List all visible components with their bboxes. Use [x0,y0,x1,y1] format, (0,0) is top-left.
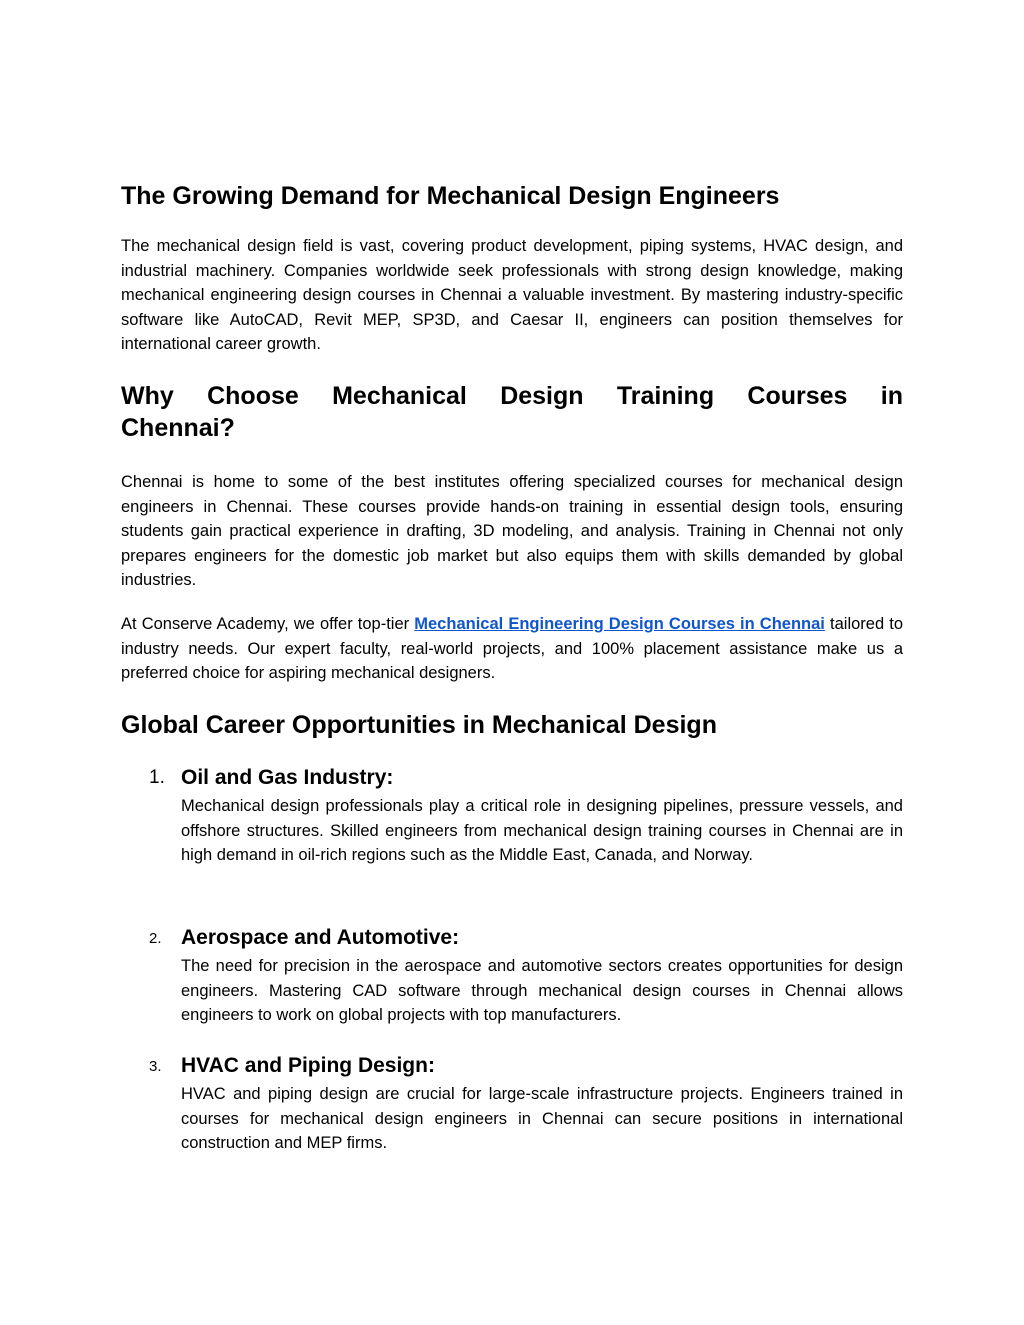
heading-why-line1 [121,380,903,412]
paragraph-chennai-institutes: Chennai is home to some of the best institutes offering specialized courses for mechanical design engineers in Chennai. These courses provide hands-on training in essential design tools, ensuring students gain practical experience in drafting, 3D modeling, and analysis. Training in Chennai not only prepares engineers for the domestic job market but also equips them with skills demanded by global industries. [121,473,903,589]
paragraph-conserve-academy [121,612,903,686]
heading-word: Why [121,382,174,410]
courses-link[interactable]: Mechanical Engineering Design Courses in Chennai [414,615,825,633]
list-item-body: The need for precision in the aerospace and automotive sectors creates opportunities for design engineers. Mastering CAD software through mechanical design courses in Chennai allows engineers to work on global projects with top manufacturers. [181,957,903,1024]
conserve-suffix: tailored to industry needs. Our expert faculty, real-world projects, and 100% placement assistance make us a preferred choice for aspiring mechanical designers. [121,615,904,682]
list-item-title: HVAC and Piping Design: [181,1054,435,1077]
paragraph-growing-demand: The mechanical design field is vast, covering product development, piping systems, HVAC design, and industrial machinery. Companies worldwide seek professionals with strong design knowledge, making mechanical engineering design courses in Chennai a valuable investment. By mastering industry-specific software like AutoCAD, Revit MEP, SP3D, and Caesar II, engineers can position themselves for international career growth. [121,237,903,353]
list-item-body: Mechanical design professionals play a critical role in designing pipelines, pressure vessels, and offshore structures. Skilled engineers from mechanical design training courses in Chennai are in high demand in oil-rich regions such as the Middle East, Canada, and Norway. [181,797,903,864]
list-number: 3. [149,1058,162,1075]
list-number: 1. [149,767,165,788]
heading-why-line2: Chennai? [121,414,235,442]
heading-word: Choose [207,382,299,410]
heading-word: in [880,382,903,410]
heading-word: Training [616,382,715,410]
heading-word: Design [500,382,584,410]
list-item-title: Oil and Gas Industry: [181,766,394,789]
heading-growing-demand: The Growing Demand for Mechanical Design Engineers [121,182,780,210]
heading-word: Courses [747,382,848,410]
heading-why-choose [121,380,903,444]
heading-word: Mechanical [332,382,467,410]
heading-global-opportunities: Global Career Opportunities in Mechanical Design [121,711,717,739]
conserve-prefix: At Conserve Academy, we offer top-tier [121,615,415,633]
list-number: 2. [149,930,162,947]
list-item-title: Aerospace and Automotive: [181,926,460,949]
list-item-body: HVAC and piping design are crucial for large-scale infrastructure projects. Engineers trained in courses for mechanical design engineers in Chennai can secure positions in international construction and MEP firms. [181,1085,903,1152]
